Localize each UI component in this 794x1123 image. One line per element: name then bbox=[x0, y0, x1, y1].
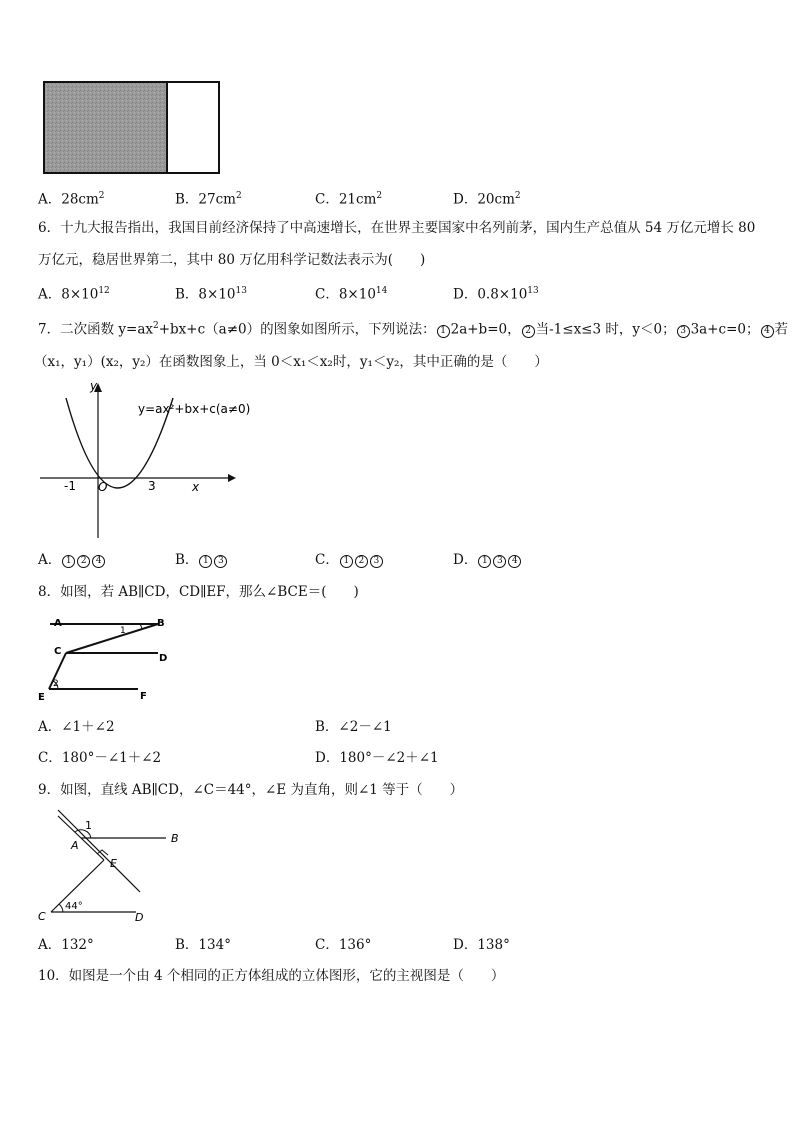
q9-option-c[interactable]: C．136° bbox=[315, 937, 372, 953]
q8-option-d[interactable]: D．180°－∠2＋∠1 bbox=[315, 750, 439, 766]
q5-figure bbox=[40, 78, 230, 178]
svg-text:D: D bbox=[135, 911, 144, 924]
svg-text:1: 1 bbox=[120, 626, 126, 636]
q8-option-a[interactable]: A．∠1＋∠2 bbox=[38, 719, 115, 735]
q8-figure bbox=[36, 612, 196, 707]
svg-text:2: 2 bbox=[53, 679, 59, 689]
svg-text:F: F bbox=[140, 691, 147, 702]
svg-text:E: E bbox=[110, 857, 117, 870]
q9-option-d[interactable]: D．138° bbox=[453, 937, 510, 953]
q7-line1: 7．二次函数 $y=ax^2+bx+c(a\ne 0)$的图象如图所示，下列说法： 1 2a+b=0， 2 当-1≤x≤3 时，y＜0； 3 3a+c=0； 4 若 bbox=[38, 321, 789, 338]
q6-option-a[interactable]: A．$8\times 10^{12}$ bbox=[38, 286, 110, 303]
svg-text:3: 3 bbox=[148, 479, 156, 493]
parabola-equation-label: y=ax²+bx+c(a≠0) bbox=[138, 402, 251, 416]
svg-text:A: A bbox=[54, 618, 62, 629]
q7-line2: （x₁，y₁）(x₂，y₂）在函数图象上，当 0＜x₁＜x₂时，y₁＜y₂，其中正确的是（ ） bbox=[34, 354, 548, 370]
svg-text:A: A bbox=[71, 839, 79, 852]
svg-text:B: B bbox=[171, 832, 179, 845]
q6-option-d[interactable]: D．$0.8\times 10^{13}$ bbox=[453, 286, 539, 303]
svg-text:44°: 44° bbox=[65, 901, 83, 912]
q6-line2: 万亿元，稳居世界第二，其中 80 万亿用科学记数法表示为( ) bbox=[38, 252, 426, 268]
svg-text:C: C bbox=[38, 910, 46, 923]
svg-text:1: 1 bbox=[85, 819, 92, 832]
q6-option-b[interactable]: B．$8\times 10^{13}$ bbox=[175, 286, 247, 303]
q9-question: 9．如图，直线 AB∥CD，∠C＝44°，∠E 为直角，则∠1 等于（ ） bbox=[38, 782, 464, 798]
q7-option-d[interactable]: D． 1 3 4 bbox=[453, 552, 522, 568]
svg-text:B: B bbox=[157, 618, 165, 629]
q5-option-a[interactable]: A．$28cm^2$ bbox=[38, 191, 105, 208]
svg-text:y: y bbox=[90, 379, 98, 393]
q8-option-c[interactable]: C．180°－∠1＋∠2 bbox=[38, 750, 162, 766]
q7-option-b[interactable]: B． 1 3 bbox=[175, 552, 228, 568]
q6-option-c[interactable]: C．$8\times 10^{14}$ bbox=[315, 286, 388, 303]
svg-text:E: E bbox=[38, 692, 45, 703]
q7-parabola-graph bbox=[36, 378, 266, 543]
q5-option-b[interactable]: B．$27cm^2$ bbox=[175, 191, 242, 208]
white-square bbox=[167, 82, 219, 173]
svg-text:x: x bbox=[192, 480, 200, 494]
svg-text:C: C bbox=[54, 646, 62, 657]
q9-option-a[interactable]: A．132° bbox=[38, 937, 94, 953]
q7-option-a[interactable]: A． 1 2 4 bbox=[38, 552, 106, 568]
q7-option-c[interactable]: C． 1 2 3 bbox=[315, 552, 384, 568]
q5-option-d[interactable]: D．$20cm^2$ bbox=[453, 191, 521, 208]
q8-option-b[interactable]: B．∠2－∠1 bbox=[315, 719, 392, 735]
shaded-rectangle bbox=[44, 82, 167, 173]
svg-text:O: O bbox=[98, 480, 108, 494]
q10-question: 10．如图是一个由 4 个相同的正方体组成的立体图形，它的主视图是（ ） bbox=[38, 968, 505, 984]
q8-question: 8．如图，若 AB∥CD，CD∥EF，那么∠BCE＝( ) bbox=[38, 584, 359, 600]
q9-option-b[interactable]: B．134° bbox=[175, 937, 231, 953]
q6-line1: 6．十九大报告指出，我国目前经济保持了中高速增长，在世界主要国家中名列前茅，国内生产总值从 54 万亿元增长 80 bbox=[38, 220, 756, 236]
q9-figure bbox=[36, 808, 196, 928]
svg-text:D: D bbox=[159, 653, 168, 664]
q5-option-c[interactable]: C．$21cm^2$ bbox=[315, 191, 383, 208]
svg-text:-1: -1 bbox=[64, 479, 76, 493]
